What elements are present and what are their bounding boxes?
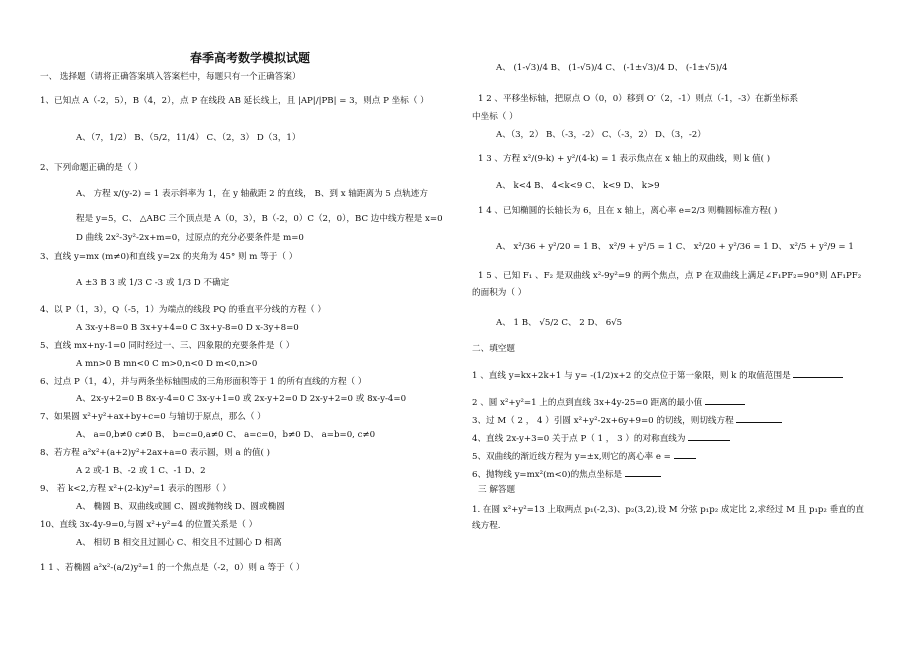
question-13: 1 3 、方程 x²/(9-k) + y²/(4-k) = 1 表示焦点在 x 轴上的双曲线，则 k 值( ) — [478, 154, 771, 164]
question-2-line-1: A、 方程 x/(y-2) = 1 表示斜率为 1，在 y 轴截距 2 的直线， B、到 x 轴距离为 5 点轨迹方 — [76, 189, 428, 199]
fill-blank-2-text: 2 、圆 x²+y²=1 上的点到直线 3x+4y-25=0 距离的最小值 — [472, 398, 703, 408]
question-4: 4、以 P（1，3），Q（-5，1）为端点的线段 PQ 的垂直平分线的方程（ ） — [40, 305, 326, 315]
question-4-options: A 3x-y+8=0 B 3x+y+4=0 C 3x+y-8=0 D x-3y+8=0 — [76, 323, 299, 333]
question-10-options: A、 相切 B 相交且过圆心 C、相交且不过圆心 D 相离 — [76, 538, 282, 548]
question-12-line-2: 中坐标（ ） — [472, 112, 518, 122]
question-15: 1 5 、已知 F₁ 、F₂ 是双曲线 x²-9y²=9 的两个焦点，点 P 在双曲线上满足∠F₁PF₂=90°则 ΔF₁PF₂ — [478, 271, 862, 281]
question-5-options: A mn>0 B mn<0 C m>0,n<0 D m<0,n>0 — [76, 359, 258, 369]
fill-blank-3-text: 3、过 M（ 2 ， 4 ）引圆 x²+y²-2x+6y+9=0 的切线，则切线方程 — [472, 416, 734, 426]
fill-blank-6 — [472, 467, 661, 481]
question-1-options: A、（7，1/2） B、（5/2，11/4） C、（2，3） D（3，1） — [76, 133, 301, 143]
question-2: 2、下列命题正确的是（ ） — [40, 163, 143, 173]
question-2-line-2: 程是 y=5，C、 △ABC 三个顶点是 A（0，3），B（-2，0）C（2，0），BC 边中线方程是 x=0 — [76, 214, 443, 224]
question-14: 1 4 、已知椭圆的长轴长为 6，且在 x 轴上，离心率 e=2/3 则椭圆标准方程( ) — [478, 206, 778, 216]
question-1: 1、已知点 A（-2，5），B（4，2），点 P 在线段 AB 延长线上，且 |AP|/|PB| = 3，则点 P 坐标（ ） — [40, 96, 429, 106]
fill-blank-5-text: 5、双曲线的渐近线方程为 y=±x,则它的离心率 e = — [472, 452, 671, 462]
question-11: 1 1 、若椭圆 a²x²-(a/2)y²=1 的一个焦点是（-2，0）则 a 等于（ ） — [40, 563, 305, 573]
question-6-options: A、2x-y+2=0 B 8x-y-4=0 C 3x-y+1=0 或 2x-y+2=0 D 2x-y+2=0 或 8x-y-4=0 — [76, 394, 407, 404]
question-6: 6、过点 P（1，4），并与两条坐标轴围成的三角形面积等于 1 的所有直线的方程（ ） — [40, 377, 367, 387]
question-8-options: A 2 或-1 B、-2 或 1 C、-1 D、2 — [76, 466, 206, 476]
section-1-heading: 一、 选择题（请将正确答案填入答案栏中，每题只有一个正确答案） — [40, 72, 301, 82]
section-3-heading: 三 解答题 — [478, 485, 516, 495]
solve-question-1: 1. 在圆 x²+y²=13 上取两点 p₁(-2,3)、p₂(3,2),设 M 分弦 p₁p₂ 成定比 2,求经过 M 且 p₁p₂ 垂直的直 — [472, 505, 864, 515]
question-10: 10、直线 3x-4y-9=0,与圆 x²+y²=4 的位置关系是（ ） — [40, 520, 258, 530]
fill-blank-6-text: 6、抛物线 y=mx²(m<0)的焦点坐标是 — [472, 470, 623, 480]
fill-blank-2 — [472, 395, 745, 409]
fill-blank-5 — [472, 449, 696, 463]
answer-blank-6[interactable] — [625, 467, 661, 477]
question-9: 9、 若 k<2,方程 x²+(2-k)y²=1 表示的图形（ ） — [40, 484, 232, 494]
answer-blank-3[interactable] — [736, 413, 782, 423]
fill-blank-4 — [472, 431, 730, 445]
question-13-options: A、 k<4 B、 4<k<9 C、 k<9 D、 k>9 — [496, 181, 660, 191]
solve-question-1-line-2: 线方程. — [472, 521, 501, 531]
question-5: 5、直线 mx+ny-1=0 同时经过一、三、四象限的充要条件是（ ） — [40, 341, 295, 351]
question-3-options: A ±3 B 3 或 1/3 C -3 或 1/3 D 不确定 — [76, 278, 230, 288]
section-2-heading: 二、填空题 — [472, 344, 515, 354]
question-2-line-3: D 曲线 2x²-3y²-2x+m=0，过原点的充分必要条件是 m=0 — [76, 233, 304, 243]
question-8: 8、若方程 a²x²+(a+2)y²+2ax+a=0 表示圆，则 a 的值( ) — [40, 448, 270, 458]
question-7-options: A、 a=0,b≠0 c≠0 B、 b=c=0,a≠0 C、 a=c=0，b≠0 D、 a=b=0, c≠0 — [76, 430, 376, 440]
question-12-options: A、（3，2） B、（-3，-2） C、（-3，2） D、（3，-2） — [496, 130, 706, 140]
question-14-options: A、 x²/36 + y²/20 = 1 B、 x²/9 + y²/5 = 1 C、 x²/20 + y²/36 = 1 D、 x²/5 + y²/9 = 1 — [496, 242, 854, 252]
page-title: 春季高考数学模拟试题 — [190, 51, 311, 65]
answer-blank-2[interactable] — [705, 395, 745, 405]
question-3: 3、直线 y=mx (m≠0)和直线 y=2x 的夹角为 45° 则 m 等于（ ） — [40, 252, 298, 262]
question-11-options: A、 (1-√3)/4 B、 (1-√5)/4 C、 (-1±√3)/4 D、 (-1±√5)/4 — [496, 63, 728, 73]
question-15-options: A、 1 B、 √5/2 C、 2 D、 6√5 — [496, 318, 623, 328]
fill-blank-1 — [472, 368, 843, 382]
question-15-line-2: 的面积为（ ） — [472, 288, 527, 298]
fill-blank-3 — [472, 413, 782, 427]
fill-blank-4-text: 4、直线 2x-y+3=0 关于点 P（ 1 ， 3 ）的对称直线为 — [472, 434, 686, 444]
question-12: 1 2 、平移坐标轴，把原点 O（0，0）移到 O′（2，-1）则点（-1，-3）在新坐标系 — [478, 94, 799, 104]
answer-blank-4[interactable] — [688, 431, 730, 441]
question-7: 7、如果圆 x²+y²+ax+by+c=0 与轴切于原点，那么（ ） — [40, 412, 266, 422]
answer-blank-1[interactable] — [793, 368, 843, 378]
answer-blank-5[interactable] — [674, 449, 696, 459]
fill-blank-1-text: 1 、直线 y=kx+2k+1 与 y= -(1/2)x+2 的交点位于第一象限，则 k 的取值范围是 — [472, 371, 791, 381]
question-9-options: A、 椭圆 B、双曲线或圆 C、圆或抛物线 D、圆或椭圆 — [76, 502, 285, 512]
